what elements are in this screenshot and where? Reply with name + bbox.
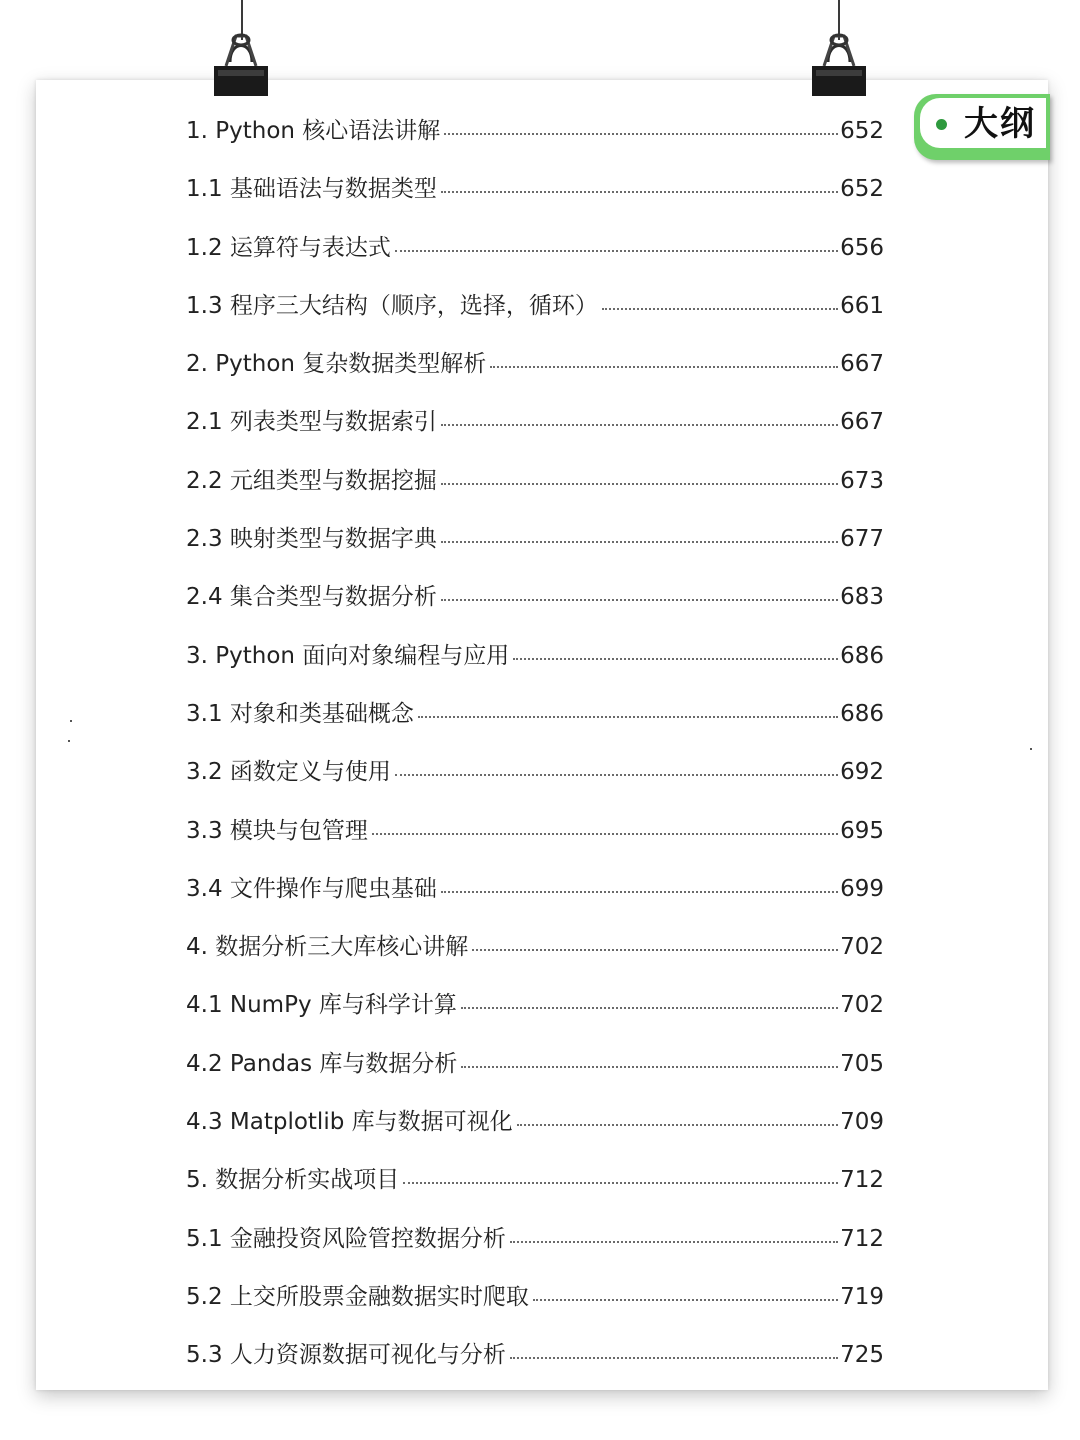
toc-row (186, 1210, 884, 1268)
toc-row (186, 1326, 884, 1384)
toc-dot-leader (395, 774, 838, 776)
speck (1030, 748, 1032, 750)
toc-page-number: 652 (840, 176, 884, 203)
toc-dot-leader (441, 483, 838, 485)
toc-row (186, 452, 884, 510)
toc-row (186, 918, 884, 976)
toc-row (186, 102, 884, 160)
toc-page-number: 699 (840, 875, 884, 902)
toc-dot-leader (513, 658, 838, 660)
toc-entry-title: 4.3 Matplotlib 库与数据可视化 (186, 1109, 513, 1136)
toc-page-number: 661 (840, 292, 884, 319)
toc-dot-leader (441, 541, 838, 543)
right-binder-clip-icon (808, 28, 870, 98)
toc-entry-title: 2. Python 复杂数据类型解析 (186, 351, 487, 378)
toc-entry-title: 1. Python 核心语法讲解 (186, 118, 441, 144)
toc-page-number: 712 (840, 1167, 884, 1194)
toc-dot-leader (441, 424, 838, 426)
toc-page-number: 695 (840, 817, 884, 844)
toc-row (186, 976, 884, 1034)
toc-entry-title: 3.4 文件操作与爬虫基础 (186, 875, 437, 902)
toc-dot-leader (510, 1241, 838, 1243)
toc-row (186, 568, 884, 626)
toc-page-number: 667 (840, 409, 884, 436)
speck (70, 720, 72, 722)
toc-row (186, 1093, 884, 1151)
toc-entry-title: 3.1 对象和类基础概念 (186, 700, 414, 727)
toc-row (186, 160, 884, 218)
toc-row (186, 510, 884, 568)
toc-entry-title: 3. Python 面向对象编程与应用 (186, 642, 510, 669)
left-binder-clip-icon (210, 28, 272, 98)
toc-dot-leader (444, 133, 838, 135)
toc-page-number: 725 (840, 1342, 884, 1369)
toc-dot-leader (490, 366, 838, 368)
toc-dot-leader (602, 308, 838, 310)
toc-entry-title: 3.2 函数定义与使用 (186, 759, 391, 786)
toc-row (186, 860, 884, 918)
toc-row (186, 219, 884, 277)
toc-dot-leader (510, 1357, 838, 1359)
toc-row (186, 393, 884, 451)
toc-entry-title: 3.3 模块与包管理 (186, 817, 368, 844)
outline-tag (914, 94, 1050, 160)
toc-page-number: 705 (840, 1050, 884, 1077)
toc-entry-title: 2.4 集合类型与数据分析 (186, 584, 437, 611)
toc-dot-leader (395, 250, 838, 252)
toc-entry-title: 2.1 列表类型与数据索引 (186, 409, 437, 436)
toc-dot-leader (372, 833, 838, 835)
toc-page-number: 673 (840, 467, 884, 494)
toc-dot-leader (517, 1124, 838, 1126)
toc-entry-title: 5.1 金融投资风险管控数据分析 (186, 1225, 506, 1252)
toc-page-number: 686 (840, 700, 884, 727)
outline-tag-label: 大纲 (964, 104, 1036, 144)
toc-dot-leader (461, 1066, 838, 1068)
toc-entry-title: 5. 数据分析实战项目 (186, 1167, 400, 1194)
toc-page-number: 667 (840, 351, 884, 378)
toc-entry-title: 1.2 运算符与表达式 (186, 234, 391, 261)
toc-dot-leader (418, 716, 838, 718)
toc-row (186, 1268, 884, 1326)
outline-tag-inner (920, 98, 1046, 148)
toc-row (186, 277, 884, 335)
toc-entry-title: 5.3 人力资源数据可视化与分析 (186, 1342, 506, 1369)
toc-page-number: 692 (840, 759, 884, 786)
toc-row (186, 1151, 884, 1209)
toc-page-number: 652 (840, 118, 884, 144)
toc-dot-leader (533, 1299, 838, 1301)
toc-row (186, 627, 884, 685)
toc-entry-title: 1.3 程序三大结构（顺序，选择，循环） (186, 292, 598, 319)
table-of-contents (186, 102, 884, 1385)
toc-entry-title: 4. 数据分析三大库核心讲解 (186, 934, 469, 961)
toc-page-number: 677 (840, 526, 884, 553)
toc-dot-leader (441, 599, 838, 601)
toc-entry-title: 2.3 映射类型与数据字典 (186, 526, 437, 553)
toc-entry-title: 2.2 元组类型与数据挖掘 (186, 467, 437, 494)
toc-dot-leader (461, 1007, 838, 1009)
toc-dot-leader (441, 891, 838, 893)
toc-dot-leader (472, 949, 838, 951)
toc-page-number: 709 (840, 1109, 884, 1136)
toc-entry-title: 1.1 基础语法与数据类型 (186, 176, 437, 203)
toc-dot-leader (403, 1182, 838, 1184)
toc-entry-title: 5.2 上交所股票金融数据实时爬取 (186, 1283, 529, 1310)
toc-entry-title: 4.2 Pandas 库与数据分析 (186, 1050, 458, 1077)
toc-page-number: 683 (840, 584, 884, 611)
toc-row (186, 335, 884, 393)
toc-row (186, 1035, 884, 1093)
toc-page-number: 712 (840, 1225, 884, 1252)
toc-page-number: 702 (840, 992, 884, 1019)
toc-page-number: 719 (840, 1283, 884, 1310)
toc-page-number: 686 (840, 642, 884, 669)
toc-dot-leader (441, 191, 838, 193)
toc-entry-title: 4.1 NumPy 库与科学计算 (186, 992, 457, 1019)
toc-page-number: 656 (840, 234, 884, 261)
toc-row (186, 743, 884, 801)
toc-row (186, 685, 884, 743)
speck (68, 740, 70, 742)
toc-row (186, 802, 884, 860)
green-dot-icon (936, 119, 947, 130)
toc-page-number: 702 (840, 934, 884, 961)
